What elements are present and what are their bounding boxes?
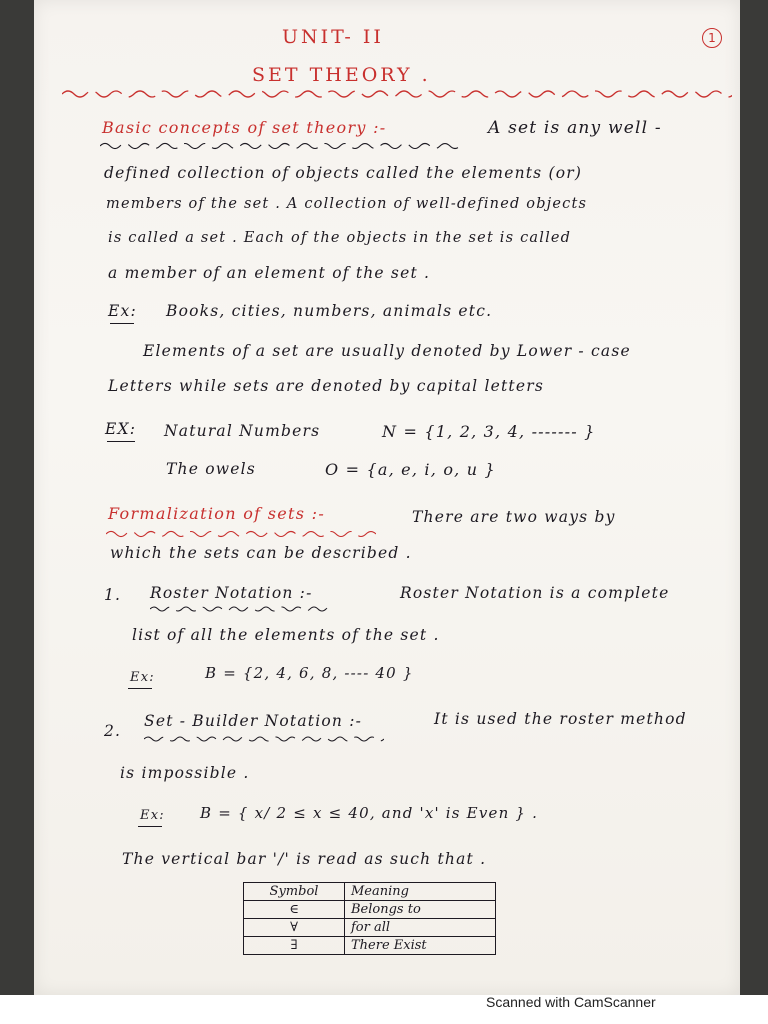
text-line: is impossible . [120, 764, 250, 782]
text-line: members of the set . A collection of well-defined objects [106, 196, 588, 212]
text-line: a member of an element of the set . [108, 264, 431, 282]
scanner-watermark: Scanned with CamScanner [486, 994, 656, 1010]
example-label: EX: [105, 420, 137, 438]
text-line: Elements of a set are usually denoted by Lower - case [143, 342, 631, 360]
table-cell-symbol: ∈ [244, 901, 345, 919]
roster-definition: Roster Notation is a complete [400, 584, 670, 602]
page-number: 1 [702, 28, 722, 48]
table-row [244, 937, 496, 955]
text-line: There are two ways by [412, 508, 616, 526]
heading-underline [100, 140, 460, 152]
roster-heading: Roster Notation :- [150, 584, 313, 602]
heading-underline [150, 604, 340, 614]
text-line: defined collection of objects called the elements (or) [104, 164, 583, 182]
text-line: list of all the elements of the set . [132, 626, 440, 644]
example-vowels: The owels [166, 460, 256, 478]
basic-concepts-heading: Basic concepts of set theory :- [102, 118, 387, 137]
text-line: which the sets can be described . [110, 544, 412, 562]
example-label: Ex: [140, 808, 165, 823]
symbol-table [243, 882, 496, 955]
builder-heading: Set - Builder Notation :- [144, 712, 363, 730]
table-cell-symbol: ∃ [244, 937, 345, 955]
example-text: Books, cities, numbers, animals etc. [166, 302, 493, 320]
table-header-symbol: Symbol [244, 883, 345, 901]
table-row [244, 919, 496, 937]
table-header-row [244, 883, 496, 901]
table-header-meaning: Meaning [345, 883, 496, 901]
text-line: The vertical bar '/' is read as such that . [122, 850, 487, 868]
heading-underline [106, 528, 376, 540]
natural-numbers-set: N = {1, 2, 3, 4, ------- } [382, 422, 596, 441]
table-cell-meaning: Belongs to [345, 901, 496, 919]
title-divider [62, 86, 732, 100]
heading-underline [144, 734, 384, 744]
page-title: SET THEORY . [252, 64, 431, 86]
set-definition-start: A set is any well - [488, 118, 662, 138]
example-label-underline [107, 441, 135, 442]
builder-example: B = { x/ 2 ≤ x ≤ 40, and 'x' is Even } . [200, 804, 539, 822]
unit-title: UNIT- II [282, 26, 384, 48]
example-label-underline [110, 323, 134, 324]
example-label: Ex: [108, 302, 137, 320]
builder-definition: It is used the roster method [434, 710, 687, 728]
table-row [244, 901, 496, 919]
roster-number: 1. [104, 586, 122, 604]
example-label-underline [128, 688, 152, 689]
text-line: Letters while sets are denoted by capital letters [108, 377, 544, 395]
roster-example: B = {2, 4, 6, 8, ---- 40 } [205, 664, 414, 682]
table-cell-meaning: There Exist [345, 937, 496, 955]
example-natural-numbers: Natural Numbers [164, 422, 321, 440]
vowels-set: O = {a, e, i, o, u } [325, 460, 496, 479]
table-cell-symbol: ∀ [244, 919, 345, 937]
formalization-heading: Formalization of sets :- [108, 504, 326, 523]
text-line: is called a set . Each of the objects in the set is called [108, 230, 572, 246]
example-label: Ex: [130, 670, 155, 685]
table-cell-meaning: for all [345, 919, 496, 937]
builder-number: 2. [104, 722, 122, 740]
example-label-underline [138, 826, 162, 827]
